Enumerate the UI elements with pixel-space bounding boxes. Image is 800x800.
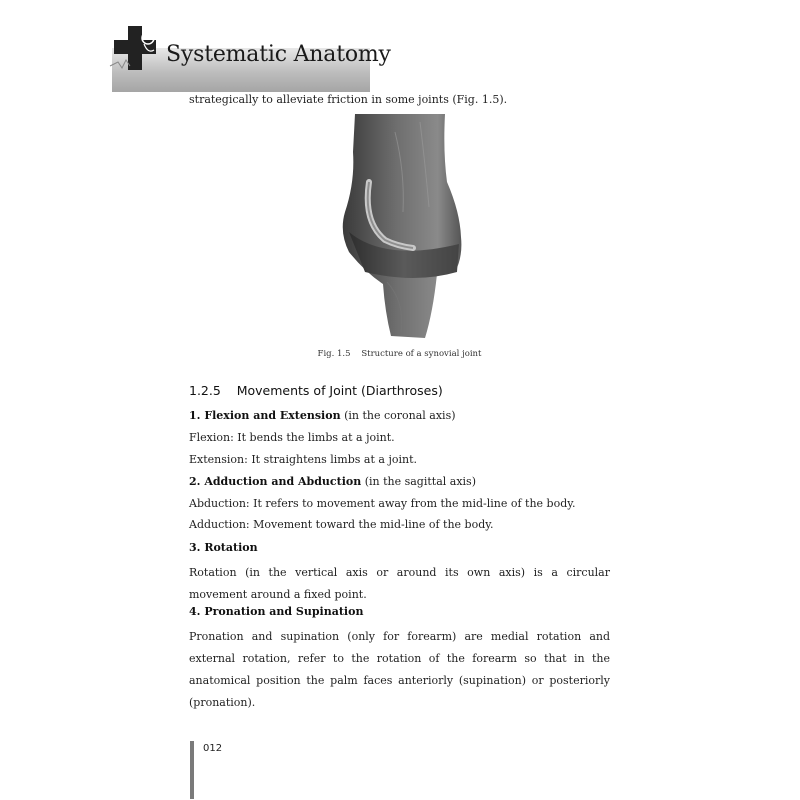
item-heading-2 xyxy=(189,474,610,490)
abduction-line: Abduction: It refers to movement away from the mid-line of the body. xyxy=(189,497,576,510)
extension-line: Extension: It straightens limbs at a joint. xyxy=(189,453,417,466)
caption-text: Structure of a synovial joint xyxy=(361,349,482,359)
footer-bar xyxy=(190,741,194,799)
item-heading-1 xyxy=(189,408,610,424)
page-number: 012 xyxy=(203,743,223,754)
adduction-line: Adduction: Movement toward the mid-line of the body. xyxy=(189,518,494,531)
flexion-line: Flexion: It bends the limbs at a joint. xyxy=(189,431,395,444)
item-axis: (in the coronal axis) xyxy=(340,409,456,422)
section-number: 1.2.5 xyxy=(189,383,221,398)
running-header xyxy=(108,22,391,74)
item-heading-4: 4. Pronation and Supination xyxy=(189,605,364,618)
intro-line: strategically to alleviate friction in some joints (Fig. 1.5). xyxy=(189,93,508,106)
caption-label: Fig. 1.5 xyxy=(317,349,351,359)
knee-joint-photo xyxy=(325,112,475,342)
figure-caption xyxy=(189,349,610,359)
item-heading-label: 2. Adduction and Abduction xyxy=(189,475,362,488)
section-title: Movements of Joint (Diarthroses) xyxy=(236,383,443,398)
rotation-paragraph: Rotation (in the vertical axis or around its own axis) is a circular movement around a fixed point. xyxy=(189,566,610,601)
item-heading-label: 1. Flexion and Extension xyxy=(189,409,341,422)
item-heading-3: 3. Rotation xyxy=(189,541,258,554)
header-title: Systematic Anatomy xyxy=(166,42,391,67)
section-heading xyxy=(189,383,443,398)
medical-cross-icon xyxy=(108,22,168,72)
item-axis: (in the sagittal axis) xyxy=(361,475,476,488)
pronation-paragraph: Pronation and supination (only for forearm) are medial rotation and external rotation, refer to the rotation of the forearm so that in the anatomical position the palm faces anteriorly (supination) or posteriorly (pronation). xyxy=(189,630,610,709)
